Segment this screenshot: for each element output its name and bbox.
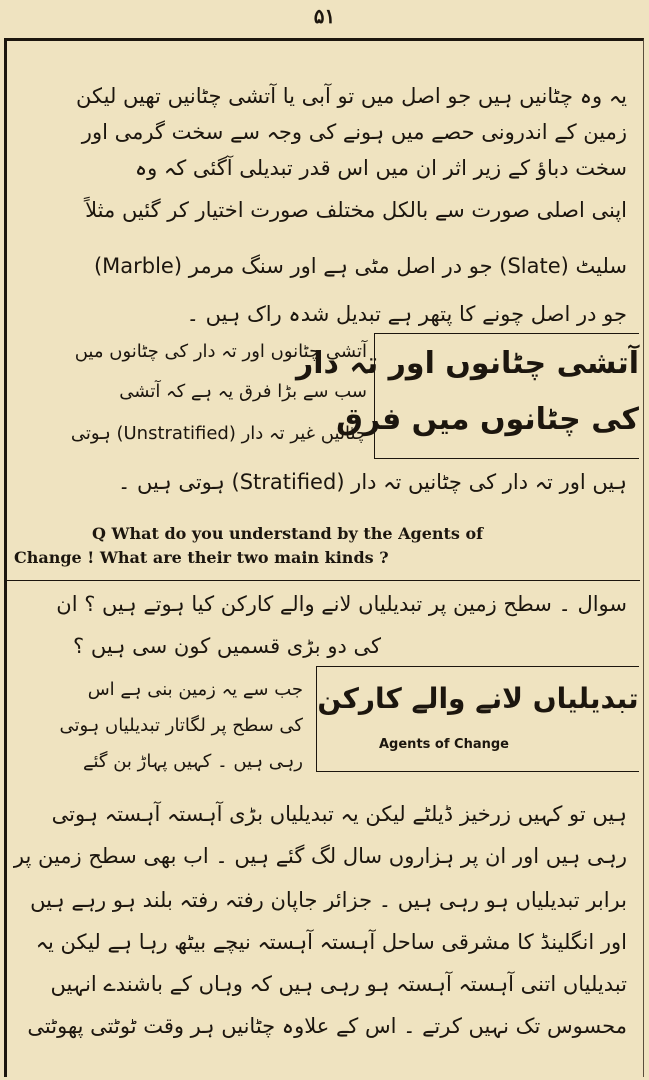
english-question-line: Q What do you understand by the Agents of <box>92 524 484 543</box>
divider <box>6 580 640 581</box>
text-line: تبدیلیاں اتنی آہستہ آہستہ ہو رہی ہیں کہ وہاں کے باشندے انہیں <box>50 972 627 996</box>
text-line: رہی ہیں اور ان پر ہزاروں سال لگ گئے ہیں ۔ اب بھی سطح زمین پر <box>13 844 627 868</box>
section-heading-line: کی چٹانوں میں فرق <box>336 402 639 437</box>
text-line: ہیں اور تہ دار کی چٹانیں تہ دار (Stratified) ہوتی ہیں ۔ <box>118 470 627 494</box>
text-line: اپنی اصلی صورت سے بالکل مختلف صورت اختیار کر گئیں مثلاً <box>85 198 627 222</box>
urdu-question-line: سوال ۔ سطح زمین پر تبدیلیاں لانے والے کارکن کیا ہوتے ہیں ؟ ان <box>56 592 627 616</box>
text-line: محسوس تک نہیں کرتے ۔ اس کے علاوہ چٹانیں ہر وقت ٹوٹتی پھوٹتی <box>27 1014 627 1038</box>
text-line: ہیں تو کہیں زرخیز ڈیلٹے لیکن یہ تبدیلیاں بڑی آہستہ آہستہ ہوتی <box>51 802 627 826</box>
text-line: برابر تبدیلیاں ہو رہی ہیں ۔ جزائر جاپان رفتہ رفتہ بلند ہو رہے ہیں <box>30 888 627 912</box>
text-line: سب سے بڑا فرق یہ ہے کہ آتشی <box>119 381 367 402</box>
text-line: جو در اصل چونے کا پتھر ہے تبدیل شدہ راک ہیں ۔ <box>186 302 627 326</box>
page-number: ۵۱ <box>313 4 336 28</box>
text-line: چٹانیں غیر تہ دار (Unstratified) ہوتی <box>70 423 367 444</box>
text-line: سخت دباؤ کے زیر اثر ان میں اس قدر تبدیلی آگئی کہ وہ <box>134 156 627 180</box>
section-heading-box-agents-of-change <box>316 666 639 772</box>
text-line: سلیٹ (Slate) جو در اصل مٹی ہے اور سنگ مرمر (Marble) <box>93 254 627 278</box>
section-heading-box-igneous-vs-stratified <box>295 333 639 459</box>
english-question-line: Change ! What are their two main kinds ? <box>14 548 389 567</box>
text-line: جب سے یہ زمین بنی ہے اس <box>87 679 303 700</box>
section-heading-english: Agents of Change <box>379 737 509 752</box>
text-line: یہ وہ چٹانیں ہیں جو اصل میں تو آبی یا آتشی چٹانیں تھیں لیکن <box>76 84 627 108</box>
urdu-question-line: کی دو بڑی قسمیں کون سی ہیں ؟ <box>73 634 381 658</box>
text-line: رہی ہیں ۔ کہیں پہاڑ بن گئے <box>82 751 303 772</box>
text-line: زمین کے اندرونی حصے میں ہونے کی وجہ سے سخت گرمی اور <box>81 120 627 144</box>
section-heading-line: آتشی چٹانوں اور تہ دار <box>295 346 639 381</box>
text-line: آتشی چٹانوں اور تہ دار کی چٹانوں میں <box>74 341 367 362</box>
text-line: کی سطح پر لگاتار تبدیلیاں ہوتی <box>59 715 303 736</box>
text-line: اور انگلینڈ کا مشرقی ساحل آہستہ آہستہ نیچے بیٹھ رہا ہے لیکن یہ <box>35 930 627 954</box>
section-heading-line: تبدیلیاں لانے والے کارکن <box>317 682 639 715</box>
